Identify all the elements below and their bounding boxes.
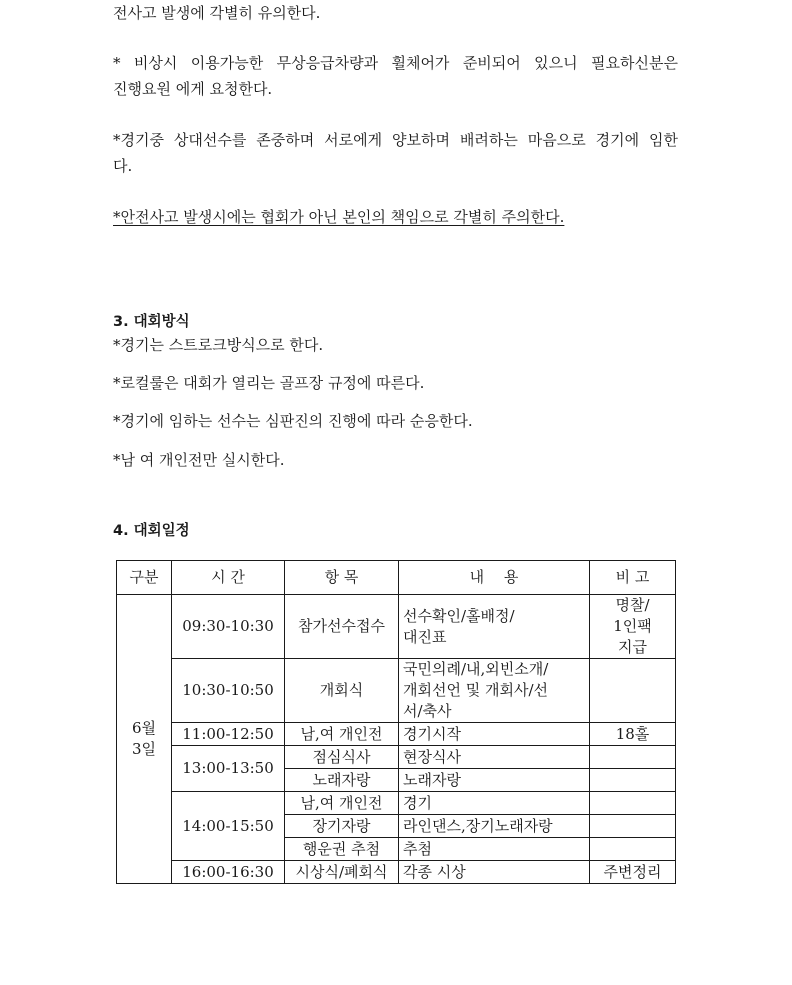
item-cell: 행운권 추첨 bbox=[285, 838, 399, 861]
item-cell: 점심식사 bbox=[285, 746, 399, 769]
schedule-header-row bbox=[117, 561, 676, 595]
note-cell bbox=[590, 659, 676, 723]
header-time: 시 간 bbox=[172, 561, 285, 595]
time-cell: 14:00-15:50 bbox=[172, 792, 285, 861]
note-cell bbox=[590, 815, 676, 838]
time-cell: 11:00-12:50 bbox=[172, 723, 285, 746]
section-3-item: *로컬룰은 대회가 열리는 골프장 규정에 따른다. bbox=[113, 374, 425, 392]
section-3-item: *남 여 개인전만 실시한다. bbox=[113, 451, 285, 469]
paragraph-accident-care: 전사고 발생에 각별히 유의한다. bbox=[113, 4, 321, 22]
item-cell: 노래자랑 bbox=[285, 769, 399, 792]
content-cell: 라인댄스,장기노래자랑 bbox=[399, 815, 590, 838]
section-3-item: *경기에 임하는 선수는 심판진의 진행에 따라 순응한다. bbox=[113, 412, 473, 430]
header-note: 비 고 bbox=[590, 561, 676, 595]
content-cell: 국민의례/내,외빈소개/ 개회선언 및 개회사/선 서/축사 bbox=[399, 659, 590, 723]
content-cell: 각종 시상 bbox=[399, 861, 590, 884]
section-3-item: *경기는 스트로크방식으로 한다. bbox=[113, 336, 324, 354]
note-cell bbox=[590, 792, 676, 815]
table-row bbox=[117, 861, 676, 884]
content-cell: 경기시작 bbox=[399, 723, 590, 746]
time-cell: 10:30-10:50 bbox=[172, 659, 285, 723]
section-4-heading: 4. 대회일정 bbox=[113, 523, 190, 539]
header-item: 항 목 bbox=[285, 561, 399, 595]
item-cell: 남,여 개인전 bbox=[285, 723, 399, 746]
item-cell: 장기자랑 bbox=[285, 815, 399, 838]
note-cell bbox=[590, 746, 676, 769]
time-cell: 16:00-16:30 bbox=[172, 861, 285, 884]
table-row bbox=[117, 659, 676, 723]
content-cell: 현장식사 bbox=[399, 746, 590, 769]
paragraph-respect-line2: 다. bbox=[113, 157, 133, 175]
note-cell: 명찰/ 1인팩 지급 bbox=[590, 595, 676, 659]
date-cell: 6월 3일 bbox=[117, 595, 172, 884]
paragraph-emergency-line1: * 비상시 이용가능한 무상응급차량과 휠체어가 준비되어 있으니 필요하신분은 bbox=[113, 54, 678, 72]
item-cell: 시상식/폐회식 bbox=[285, 861, 399, 884]
note-cell bbox=[590, 769, 676, 792]
content-cell: 경기 bbox=[399, 792, 590, 815]
table-row bbox=[117, 792, 676, 815]
item-cell: 참가선수접수 bbox=[285, 595, 399, 659]
content-cell: 선수확인/홀배정/ 대진표 bbox=[399, 595, 590, 659]
paragraph-respect-line1: *경기중 상대선수를 존중하며 서로에게 양보하며 배려하는 마음으로 경기에 임한 bbox=[113, 131, 678, 149]
note-cell: 주변정리 bbox=[590, 861, 676, 884]
content-cell: 노래자랑 bbox=[399, 769, 590, 792]
section-3-heading: 3. 대회방식 bbox=[113, 314, 190, 330]
time-cell: 09:30-10:30 bbox=[172, 595, 285, 659]
schedule-table bbox=[116, 560, 676, 884]
time-cell: 13:00-13:50 bbox=[172, 746, 285, 792]
table-row bbox=[117, 723, 676, 746]
header-content: 내 용 bbox=[399, 561, 590, 595]
note-cell: 18홀 bbox=[590, 723, 676, 746]
table-row bbox=[117, 595, 676, 659]
item-cell: 개회식 bbox=[285, 659, 399, 723]
paragraph-emergency-line2: 진행요원 에게 요청한다. bbox=[113, 80, 273, 98]
item-cell: 남,여 개인전 bbox=[285, 792, 399, 815]
note-cell bbox=[590, 838, 676, 861]
header-category: 구분 bbox=[117, 561, 172, 595]
paragraph-liability-notice: *안전사고 발생시에는 협회가 아닌 본인의 책임으로 각별히 주의한다. bbox=[113, 208, 565, 226]
content-cell: 추첨 bbox=[399, 838, 590, 861]
table-row bbox=[117, 746, 676, 769]
